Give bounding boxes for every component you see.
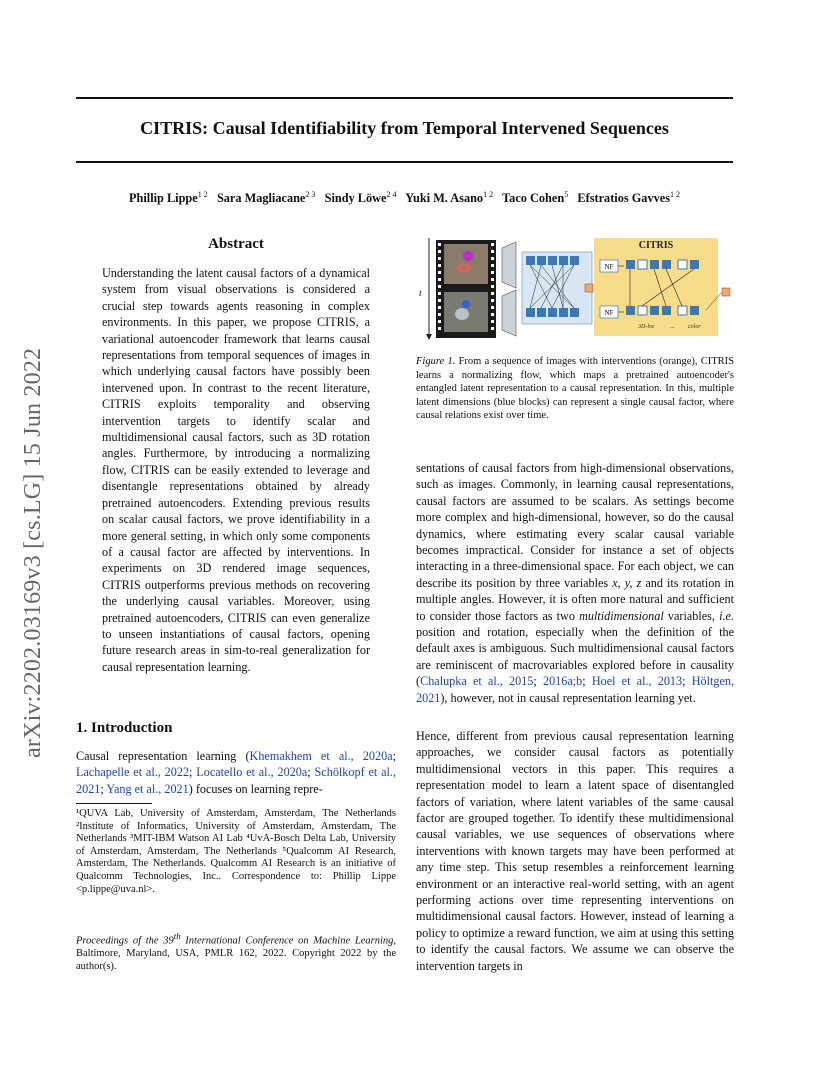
time-label: t (419, 288, 422, 298)
citris-label: CITRIS (638, 240, 674, 251)
citation-link[interactable]: 2016a;b (542, 674, 583, 689)
proceedings-note: Proceedings of the 39th International Conference on Machine Learning, Baltimore, Maryland, USA, PMLR 162, 2022. Copyright 2022 by the author(s). (76, 931, 396, 972)
citris-module (594, 238, 718, 336)
author: Phillip Lippe$^{1 2}$ (129, 190, 208, 206)
svg-text:NF: NF (604, 309, 614, 317)
author: Efstratios Gavves$^{1 2}$ (577, 190, 680, 206)
svg-text:NF: NF (604, 263, 614, 271)
citation-link[interactable]: Lachapelle et al., 2022 (76, 765, 190, 780)
citation-link[interactable]: Schölkopf et al., 2021 (76, 765, 396, 796)
figure-1-caption: Figure 1. From a sequence of images with interventions (orange), CITRIS learns a normalizing flow, which maps a pretrained autoencoder's entangled latent representation to a causal representation. In this, multiple latent dimensions (blue blocks) can represent a single causal factor, where causal relations exist over time. (416, 356, 734, 422)
abstract-body: Understanding the latent causal factors of a dynamical system from visual observations is considered a crucial step towards agents reasoning in complex environments. In this paper, we propose CITRIS, a variational autoencoder framework that learns causal representations from temporal sequences of images in which underlying causal factors have possibly been intervened upon. In contrast to the recent literature, CITRIS exploits temporality and observing intervention targets to identify scalar and multidimensional causal factors, such as 3D rotation angles. Furthermore, by introducing a normalizing flow, CITRIS can be easily extended to leverage and disentangle representations obtained by already pretrained autoencoders. Extending previous results on scalar causal factors, we prove identifiability in a more general setting, in which only some components of a causal factor are affected by interventions. In experiments on 3D rendered image sequences, CITRIS outperforms previous methods on recovering the underlying causal variables. Moreover, using pretrained autoencoders, CITRIS can even generalize to unseen instantiations of causal factors, opening future research areas in sim-to-real generalization for causal representation learning. (102, 266, 370, 674)
author: Sindy Löwe$^{2 4}$ (324, 190, 397, 206)
paper-title: CITRIS: Causal Identifiability from Temporal Intervened Sequences (140, 118, 669, 138)
citation-link[interactable]: Chalupka et al., 2015 (420, 674, 534, 689)
author: Sara Magliacane$^{2 3}$ (216, 190, 316, 206)
citation-link[interactable]: Yang et al., 2021 (106, 781, 189, 796)
citation-link[interactable]: Höltgen, 2021 (416, 674, 735, 705)
author: Taco Cohen$^5$ (502, 190, 569, 206)
citation-link[interactable]: Hoel et al., 2013 (591, 674, 683, 689)
title-rule (76, 161, 733, 163)
figure-1-diagram (416, 234, 734, 344)
intro-paragraph-right-2: Hence, different from previous causal representation learning approaches, we consider causal factors as potentially multidimensional vectors in this paper. This requires a representation model to learn a latent space of disentangled factors of variation, where latent variables of the same causal factor are grouped together. To identify these multidimensional causal variables, we use sequences of observations where interventions with known targets may have been performed at any time step. This setup resembles a reinforcement learning environment or an interactive real-world setting, with an agent performing actions over time representing interventions on multidimensional causal factors. However, instead of learning a policy to optimize a reward function, we aim at using this setting to identify the causal factors. We assume we can observe the intervention targets in (416, 729, 734, 973)
footnote-rule (76, 803, 152, 804)
citation-link[interactable]: Locatello et al., 2020a (196, 765, 308, 780)
citation-link[interactable]: Khemakhem et al., 2020a (249, 749, 393, 763)
svg-text:3D-loc: 3D-loc (638, 324, 655, 330)
intro-heading: 1. Introduction (76, 720, 173, 736)
svg-text:...: ... (670, 324, 675, 330)
intro-paragraph-left: Causal representation learning (Khemakhem et al., 2020a; Lachapelle et al., 2022; Locatello et al., 2020a; Schölkopf et al., 2021; Yang et al., 2021) focuses on learning repre- (76, 749, 396, 796)
author: Yuki M. Asano$^{1 2}$ (405, 190, 494, 206)
top-rule (76, 97, 733, 99)
affiliations-footnote: ¹QUVA Lab, University of Amsterdam, Amsterdam, The Netherlands ²Institute of Informatics, University of Amsterdam, Amsterdam, The Netherlands ³MIT-IBM Watson AI Lab ⁴UvA-Bosch Delta Lab, University of Amsterdam, Amsterdam, The Netherlands ⁵Qualcomm AI Research, Amsterdam, The Netherlands. Qualcomm AI Research is an initiative of Qualcomm Technologies, Inc.. Correspondence to: Phillip Lippe <p.lippe@uva.nl>. (76, 808, 396, 895)
abstract-heading: Abstract (208, 236, 264, 252)
svg-text:color: color (688, 324, 701, 330)
author-list (76, 190, 733, 206)
arxiv-stamp[interactable]: arXiv:2202.03169v3 [cs.LG] 15 Jun 2022 (20, 347, 46, 758)
intro-paragraph-right-1: sentations of causal factors from high-dimensional observations, such as images. Commonly, in learning causal representations, causal factors are assumed to be scalars. As settings become more complex and high-dimensional, however, so do the causal dynamics, where estimating every scalar causal variable becomes impractical. Consider for instance a set of objects interacting in a three-dimensional space. For each object, we can describe its position by three variables x, y, z and its rotation in multiple angles. However, it is often more natural and sufficient to consider those factors as two multidimensional variables, i.e. position and rotation, especially when the definition of the default axes is ambiguous. Such multidimensional causal factors are reminiscent of macrovariables explored before in causality (Chalupka et al., 2015; 2016a;b; Hoel et al., 2013; Höltgen, 2021), however, not in causal representation learning yet. (416, 461, 735, 705)
